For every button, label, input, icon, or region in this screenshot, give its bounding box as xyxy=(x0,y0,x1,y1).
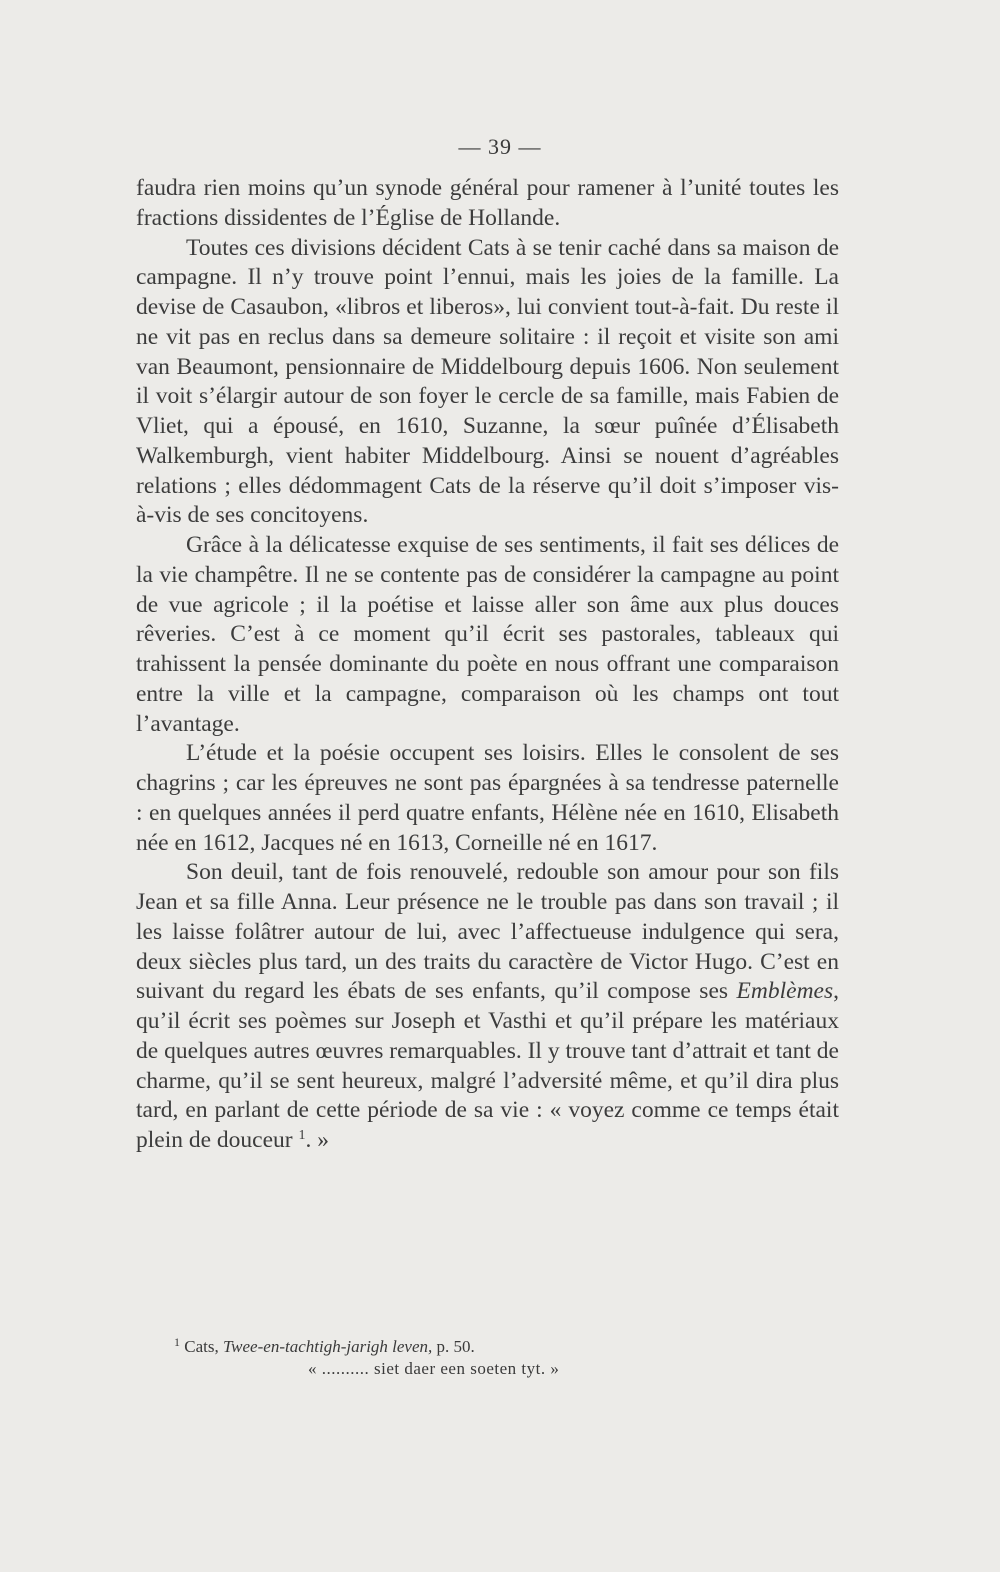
footnotes xyxy=(174,1336,794,1380)
paragraph-5-end: . » xyxy=(305,1127,329,1153)
paragraph-3: Grâce à la délicatesse exquise de ses sentiments, il fait ses délices de la vie champêtre. Il ne se contente pas de considérer la campagne au point de vue agricole ; il la poétise et laisse aller son âme aux plus douces rêveries. C’est à ce moment qu’il écrit ses pastorales, tableaux qui trahissent la pensée dominante du poète en nous offrant une comparaison entre la ville et la campagne, comparaison où les champs ont tout l’avantage. xyxy=(136,532,839,737)
paragraph-5-text-a: Son deuil, tant de fois renouvelé, redouble son amour pour son fils Jean et sa fille Anna. Leur présence ne le trouble pas dans son travail ; il les laisse folâtrer autour de lui, avec l’affectueuse indulgence qui sera, deux siècles plus tard, un des traits du caractère de Victor Hugo. C’est en suivant du regard les ébats de ses enfants, qu’il compose ses xyxy=(136,859,839,1005)
footnote-page: p. 50. xyxy=(436,1337,475,1356)
footnote-quote: « .......... siet daer een soeten tyt. » xyxy=(308,1359,560,1378)
paragraph-5-text-b: , qu’il écrit ses poèmes sur Joseph et Vasthi et qu’il prépare les matériaux de quelques autres œuvres remarquables. Il y trouve tant d’attrait et tant de charme, qu’il se sent heureux, malgré l’adversité même, et qu’il dira plus tard, en parlant de cette période de sa vie : « voyez comme ce temps était plein de douceur xyxy=(136,978,839,1153)
footnote-1 xyxy=(174,1336,794,1358)
footnote-reference: 1 xyxy=(298,1128,306,1143)
paragraph-4: L’étude et la poésie occupent ses loisirs. Elles le consolent de ses chagrins ; car les épreuves ne sont pas épargnées à sa tendresse paternelle : en quelques années il perd quatre enfants, Hélène née en 1610, Elisabeth née en 1612, Jacques né en 1613, Corneille né en 1617. xyxy=(136,740,839,856)
paragraph-2: Toutes ces divisions décident Cats à se tenir caché dans sa maison de campagne. Il n’y trouve point l’ennui, mais les joies de la famille. La devise de Casaubon, «libros et liberos», lui convient tout-à-fait. Du reste il ne vit pas en reclus dans sa demeure solitaire : il reçoit et visite son ami van Beaumont, pensionnaire de Middelbourg depuis 1606. Non seulement il voit s’élargir autour de son foyer le cercle de sa famille, mais Fabien de Vliet, qui a épousé, en 1610, Suzanne, la sœur puînée d’Élisabeth Walkemburgh, vient habiter Middelbourg. Ainsi se nouent d’agréables relations ; elles dédommagent Cats de la réserve qu’il doit s’imposer vis-à-vis de ses concitoyens. xyxy=(136,234,839,529)
paragraph-5 xyxy=(136,858,839,1156)
body-text xyxy=(136,174,839,1156)
page-number: — 39 — xyxy=(458,134,542,159)
paragraph-1: faudra rien moins qu’un synode général pour ramener à l’unité toutes les fractions dissidentes de l’Église de Hollande. xyxy=(136,175,839,231)
footnote-marker: 1 xyxy=(174,1335,180,1349)
emblemes-title: Emblèmes xyxy=(736,978,834,1005)
footnote-title: Twee-en-tachtigh-jarigh leven, xyxy=(222,1337,433,1356)
footnote-author: Cats, xyxy=(184,1337,219,1356)
